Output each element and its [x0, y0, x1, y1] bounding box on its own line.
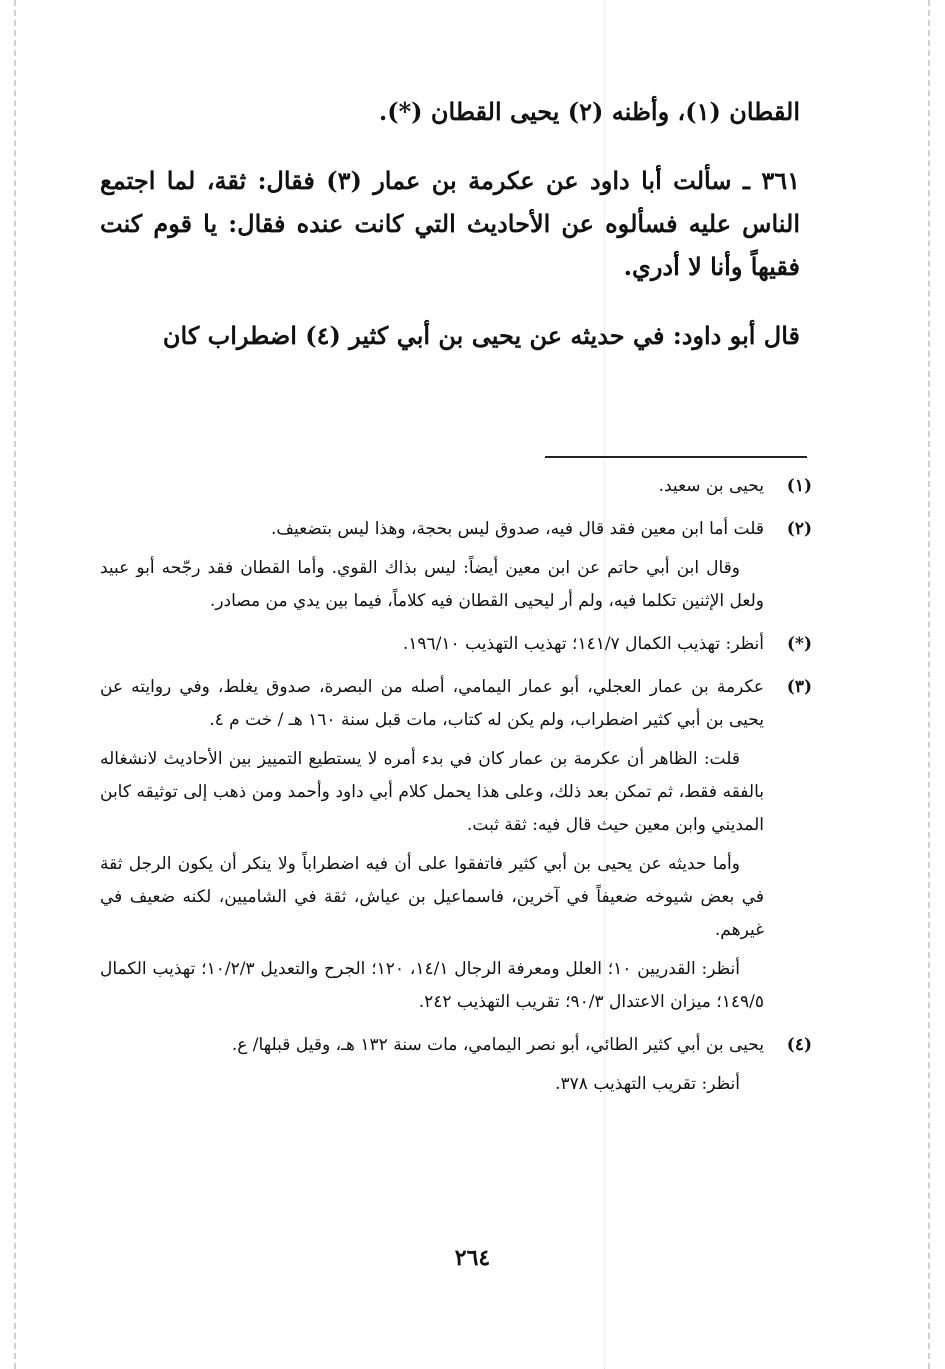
footnote-paragraph: عكرمة بن عمار العجلي، أبو عمار اليمامي، أصله من البصرة، صدوق يغلط، وفي روايته عن يحيى بن أبي كثير اضطراب، ولم يكن له كتاب، مات قبل سنة ١٦٠ هـ / خت م ٤. — [100, 677, 764, 730]
footnote-paragraph: يحيى بن أبي كثير الطائي، أبو نصر اليمامي، مات سنة ١٣٢ هـ، وقيل قبلها/ ع. — [231, 1035, 764, 1055]
footnote-2 — [100, 513, 812, 624]
footnote-4 — [100, 1029, 812, 1107]
entry-number: ٣٦١ ـ — [742, 166, 801, 195]
scan-edge-left — [14, 0, 16, 1369]
footnote-body — [100, 470, 764, 509]
footnote-3 — [100, 671, 812, 1025]
footnote-marker: (٢) — [786, 519, 812, 539]
footnote-paragraph: أنظر: القدريين ١٠؛ العلل ومعرفة الرجال ١٤/١، ١٢٠؛ الجرح والتعديل ١٠/٢/٣؛ تهذيب الكمال ١٤٩/٥؛ ميزان الاعتدال ٩٠/٣؛ تقريب التهذيب ٢٤٢. — [100, 959, 764, 1012]
footnote-body — [100, 513, 764, 624]
footnote-marker: (١) — [786, 476, 812, 496]
footnote-paragraph: أنظر: تقريب التهذيب ٣٧٨. — [555, 1074, 740, 1094]
abu-dawud-statement: قال أبو داود: في حديثه عن يحيى بن أبي كثير (٤) اضطراب كان — [162, 321, 800, 350]
entry-text: سألت أبا داود عن عكرمة بن عمار (٣) فقال: ثقة، لما اجتمع الناس عليه فسألوه عن الأحاديث التي كانت عنده فقال: يا قوم كنت فقيهاً وأنا لا أدري. — [100, 166, 800, 281]
footnote-paragraph: وقال ابن أبي حاتم عن ابن معين أيضاً: ليس بذاك القوي. وأما القطان فقد رجّحه أبو عبيد ولعل الإثنين تكلما فيه، ولم أر ليحيى القطان فيه كلاماً، فيما بين يدي من مصادر. — [100, 558, 764, 611]
footnote-1 — [100, 470, 812, 509]
footnote-body — [100, 628, 764, 667]
main-text — [100, 90, 800, 357]
footnote-paragraph: وأما حديثه عن يحيى بن أبي كثير فاتفقوا على أن فيه اضطراباً ولا ينكر أن يكون الرجل ثقة في بعض شيوخه ضعيفاً في آخرين، فاسماعيل بن عياش، ثقة في الشاميين، لكنه ضعيف في غيرهم. — [100, 854, 764, 940]
footnote-star — [100, 628, 812, 667]
footnote-body — [100, 1029, 764, 1107]
footnote-marker: (٣) — [786, 677, 812, 697]
entry-361 — [100, 159, 800, 288]
footnote-body — [100, 671, 764, 1025]
footnote-paragraph: قلت: الظاهر أن عكرمة بن عمار كان في بدء أمره لا يستطيع التمييز بين الأحاديث لانشغاله بالفقه فقط، ثم تمكن بعد ذلك، وعلى هذا يحمل كلام أبي داود وأحمد ومن ذهب إلى توثيقه كابن المديني وابن معين حيث قال فيه: ثقة ثبت. — [100, 749, 764, 835]
top-line: القطان (١)، وأظنه (٢) يحيى القطان (*). — [378, 97, 800, 126]
footnote-marker: (٤) — [786, 1035, 812, 1055]
scan-edge-right — [928, 0, 930, 1369]
footnote-paragraph: أنظر: تهذيب الكمال ١٤١/٧؛ تهذيب التهذيب ١٩٦/١٠. — [402, 634, 764, 654]
footnote-separator — [545, 456, 807, 458]
footnote-paragraph: قلت أما ابن معين فقد قال فيه، صدوق ليس بحجة، وهذا ليس بتضعيف. — [271, 519, 764, 539]
footnote-marker: (*) — [787, 634, 812, 654]
footnote-paragraph: يحيى بن سعيد. — [658, 476, 764, 496]
page-number: ٢٦٤ — [454, 1245, 491, 1271]
footnotes — [100, 470, 812, 1111]
